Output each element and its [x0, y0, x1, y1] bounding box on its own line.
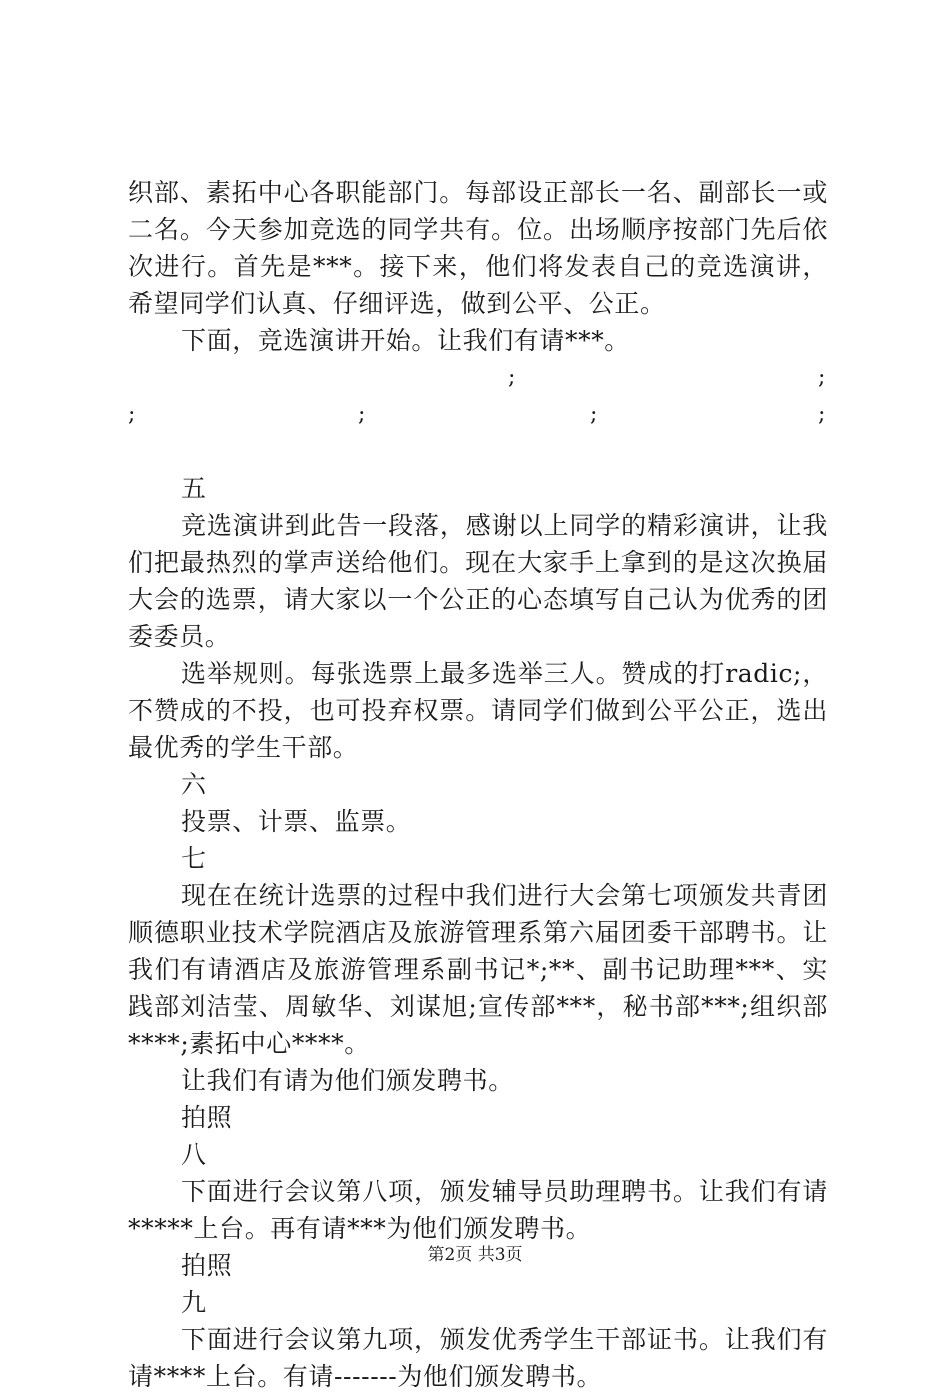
- paragraph-invite: 让我们有请为他们颁发聘书。: [181, 1066, 514, 1095]
- blank-line: [128, 433, 828, 470]
- paragraph-excellent-cadre: 下面进行会议第九项，颁发优秀学生干部证书。让我们有请****上台。有请-------为他们颁发聘书。: [128, 1325, 828, 1391]
- semicolon-mark: ;: [508, 365, 516, 390]
- semicolon-mark: ;: [818, 402, 826, 427]
- paragraph-ballot: 竞选演讲到此告一段落，感谢以上同学的精彩演讲，让我们把最热烈的掌声送给他们。现在大家手上拿到的是这次换届大会的选票，请大家以一个公正的心态填写自己认为优秀的团委委员。: [128, 511, 828, 651]
- section-heading-5: 五: [181, 474, 207, 503]
- section-heading-8: 八: [181, 1140, 207, 1169]
- semicolon-row-2: [128, 396, 828, 433]
- section-heading-6: 六: [181, 770, 207, 799]
- semicolon-mark: ;: [358, 402, 366, 427]
- page-number-footer: 第2页 共3页: [427, 1245, 523, 1265]
- paragraph-assistant-appointment: 下面进行会议第八项，颁发辅导员助理聘书。让我们有请*****上台。再有请***为他们颁发聘书。: [128, 1177, 828, 1243]
- paragraph-intro: 织部、素拓中心各职能部门。每部设正部长一名、副部长一或二名。今天参加竞选的同学共有。位。出场顺序按部门先后依次进行。首先是***。接下来，他们将发表自己的竞选演讲，希望同学们认真、仔细评选，做到公平、公正。: [128, 178, 828, 318]
- photo-note-2: 拍照: [181, 1251, 233, 1280]
- paragraph-speech-start: 下面，竞选演讲开始。让我们有请***。: [181, 326, 630, 355]
- section-heading-9: 九: [181, 1288, 207, 1317]
- paragraph-voting: 投票、计票、监票。: [181, 807, 412, 836]
- document-body: [128, 174, 828, 1395]
- semicolon-row-1: [128, 359, 828, 396]
- semicolon-mark: ;: [590, 402, 598, 427]
- section-heading-7: 七: [181, 844, 207, 873]
- semicolon-mark: ;: [818, 365, 826, 390]
- photo-note-1: 拍照: [181, 1103, 233, 1132]
- paragraph-election-rules: 选举规则。每张选票上最多选举三人。赞成的打radic;，不赞成的不投，也可投弃权票。请同学们做到公平公正，选出最优秀的学生干部。: [128, 659, 828, 762]
- paragraph-appointment: 现在在统计选票的过程中我们进行大会第七项颁发共青团顺德职业技术学院酒店及旅游管理系第六届团委干部聘书。让我们有请酒店及旅游管理系副书记*;**、副书记助理***、实践部刘洁莹、周敏华、刘谋旭;宣传部***，秘书部***;组织部****;素拓中心****。: [128, 881, 828, 1058]
- semicolon-mark: ;: [128, 402, 136, 427]
